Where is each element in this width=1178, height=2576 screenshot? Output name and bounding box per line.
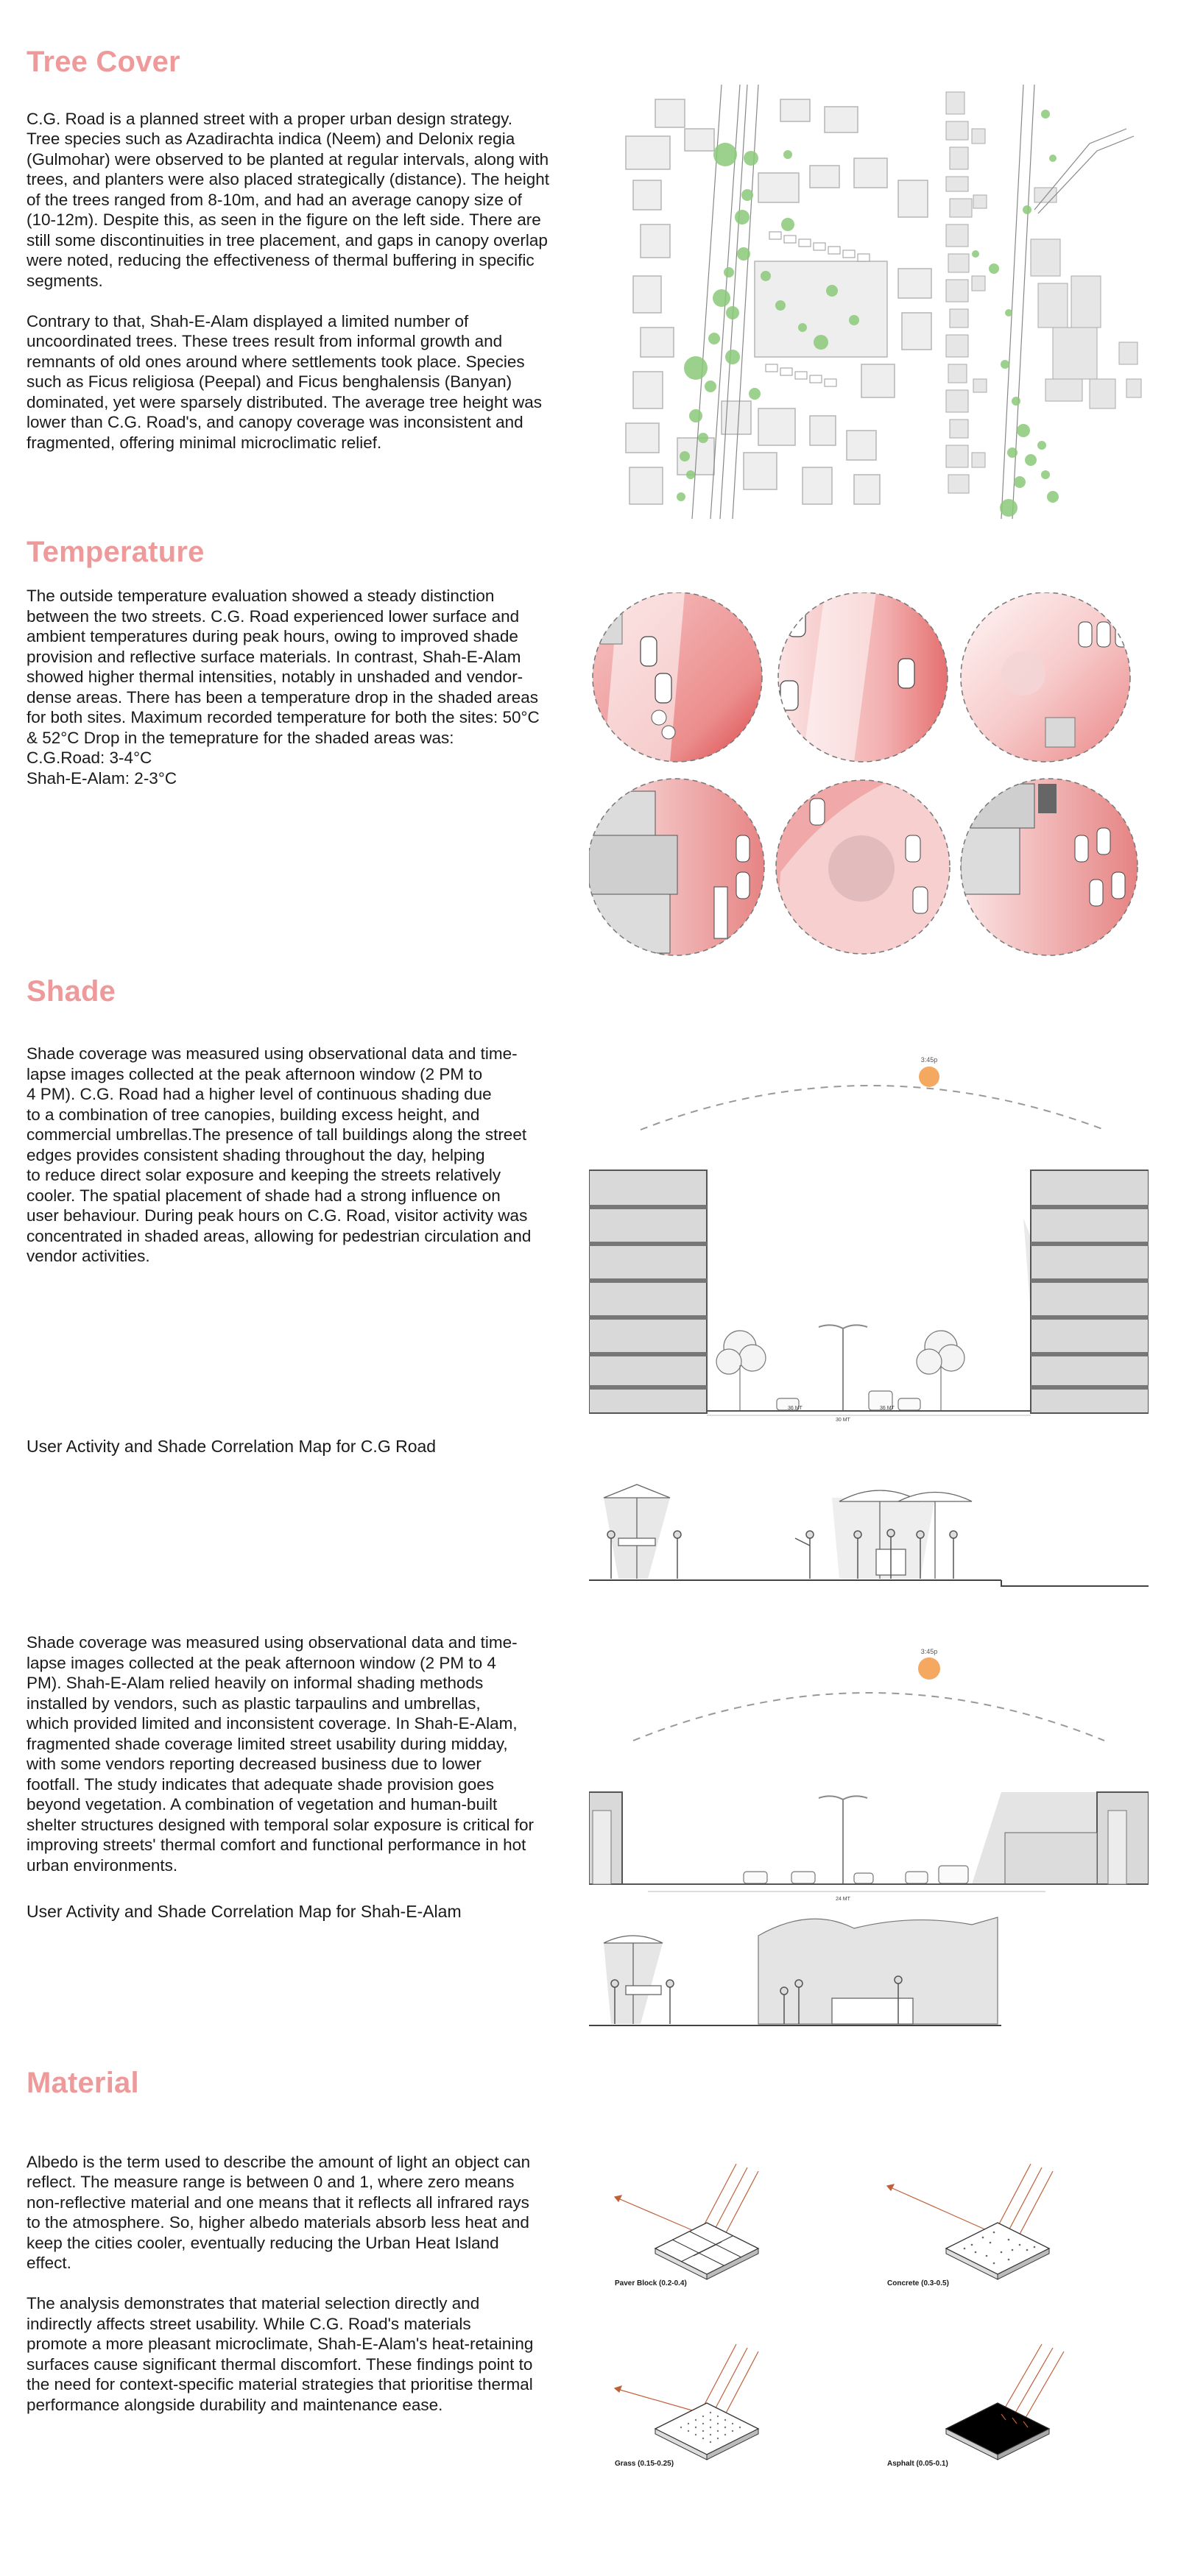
- material-paragraph-1: Albedo is the term used to describe the amount of light an object can reflect. The measure range is between 0 and 1, where zero means non-reflective material and one means that it reflects all infrared rays to the atmosphere. So, higher albedo materials absorb less heat and keep the cities cooler, eventually reducing the Urban Heat Island effect.: [27, 2152, 531, 2272]
- cg-road-tree-map: [611, 85, 942, 519]
- swatch-paver-block: [611, 2160, 795, 2293]
- heatmap-6: [961, 779, 1138, 955]
- shade-heading: Shade: [27, 975, 116, 1008]
- swatch-grass: [611, 2340, 795, 2473]
- sun-label-sea: 3:45p: [920, 1648, 938, 1655]
- dim-cg-2: 36 MT: [880, 1406, 895, 1411]
- tree-cover-paragraph-2: Contrary to that, Shah-E-Alam displayed a limited number of uncoordinated trees. These trees result from informal growth and remnants of old ones around where settlements took place. Species such as Ficus religiosa (Peepal) and Ficus benghalensis (Banyan) dominated, yet were sparsely distributed. The average tree height was lower than C.G. Road's, and canopy coverage was inconsistent and fragmented, offering minimal microclimatic relief.: [27, 311, 542, 452]
- tree-cover-paragraph-1: C.G. Road is a planned street with a proper urban design strategy. Tree species such as Azadirachta indica (Neem) and Delonix regia (Gulmohar) were observed to be planted at regular intervals, along with trees, and planters were also placed strategically (distance). The height of the trees ranged from 8-10m, and had an average canopy size of (10-12m). Despite this, as seen in the figure on the left side. There are still some discontinuities in tree placement, and gaps in canopy overlap were noted, reducing the effectiveness of thermal buffering in specific segments.: [27, 109, 549, 290]
- cg-road-shade-section: [589, 1049, 1149, 1424]
- cg-road-user-activity: [589, 1476, 1149, 1593]
- shade-paragraph-sea: Shade coverage was measured using observational data and time- lapse images collected at the peak afternoon window (2 PM to 4 PM). Shah-E-Alam relied heavily on informal shading methods installed by vendors, such as plastic tarpaulins and umbrellas, which provided limited and inconsistent coverage. In Shah-E-Alam, fragmented shade coverage limited street usability during midday, with some vendors reporting decreased business due to lower footfall. The study indicates that adequate shade provision goes beyond vegetation. A combination of vegetation and human-built shelter structures designed with temporal solar exposure is critical for improving streets' thermal comfort and functional performance in hot urban environments.: [27, 1633, 535, 1875]
- heatmap-3: [961, 592, 1138, 769]
- right-building: [1031, 1170, 1149, 1413]
- swatch-label-grass: Grass (0.15-0.25): [615, 2460, 674, 2468]
- left-building-sea: [589, 1792, 622, 1884]
- tree-cover-text: [27, 88, 601, 473]
- swatch-concrete: [884, 2160, 1075, 2293]
- heatmap-5: [776, 780, 953, 957]
- dim-cg-total: 30 MT: [836, 1418, 850, 1423]
- shah-e-alam-user-activity: [589, 1899, 1149, 2039]
- caption-shah-e-alam: User Activity and Shade Correlation Map for Shah-E-Alam: [27, 1902, 462, 1921]
- shah-e-alam-tree-map: [942, 85, 1156, 519]
- swatch-label-paver-block: Paver Block (0.2-0.4): [615, 2279, 687, 2287]
- temperature-heading: Temperature: [27, 536, 205, 568]
- shade-paragraph-cg: Shade coverage was measured using observational data and time- lapse images collected at the peak afternoon window (2 PM to 4 PM). C.G. Road had a higher level of continuous shading due to a combination of tree canopies, building excess height, and commercial umbrellas.The presence of tall buildings along the street edges provides consistent shading throughout the day, helping to reduce direct solar exposure and keeping the streets relatively cooler. The spatial placement of shade had a strong influence on user behaviour. During peak hours on C.G. Road, visitor activity was concentrated in shaded areas, allowing for pedestrian circulation and vendor activities.: [27, 1044, 532, 1265]
- caption-cg-road: User Activity and Shade Correlation Map for C.G Road: [27, 1437, 437, 1456]
- left-building: [589, 1170, 707, 1413]
- material-paragraph-2: The analysis demonstrates that material selection directly and indirectly affects street usability. While C.G. Road's materials promote a more pleasant microclimate, Shah-E-Alam's heat-retaining surfaces cause significant thermal discomfort. These findings point to the need for context-specific material strategies that prioritise thermal performance alongside durability and maintenance ease.: [27, 2294, 534, 2414]
- swatch-label-asphalt: Asphalt (0.05-0.1): [887, 2460, 948, 2468]
- tree-cover-heading: Tree Cover: [27, 46, 180, 78]
- material-heading: Material: [27, 2067, 139, 2099]
- sun-path: [641, 1086, 1104, 1130]
- swatch-asphalt: [884, 2340, 1075, 2473]
- dim-cg-1: 36 MT: [788, 1406, 803, 1411]
- sun-label: 3:45p: [920, 1056, 938, 1064]
- sun-icon: [919, 1066, 939, 1087]
- shah-e-alam-shade-section: [589, 1638, 1149, 1903]
- swatch-label-concrete: Concrete (0.3-0.5): [887, 2279, 949, 2287]
- sun-icon-sea: [918, 1657, 940, 1680]
- dim-sea: 24 MT: [836, 1897, 850, 1902]
- temperature-paragraph: The outside temperature evaluation showed a steady distinction between the two streets. C.G. Road experienced lower surface and ambient temperatures during peak hours, owing to improved shade provision and reflective surface materials. In contrast, Shah-E-Alam showed higher thermal intensities, notably in unshaded and vendor- dense areas. There has been a temperature drop in the shaded areas for both sites. Maximum recorded temperature for both the sites: 50°C & 52°C Drop in the temeprature for the shaded areas was: C.G.Road: 3-4°C Shah-E-Alam: 2-3°C: [27, 587, 540, 788]
- sun-path-sea: [633, 1693, 1104, 1741]
- material-text: [27, 2131, 601, 2435]
- heatmap-2: [778, 592, 955, 769]
- temperature-heatmaps: [589, 592, 1163, 960]
